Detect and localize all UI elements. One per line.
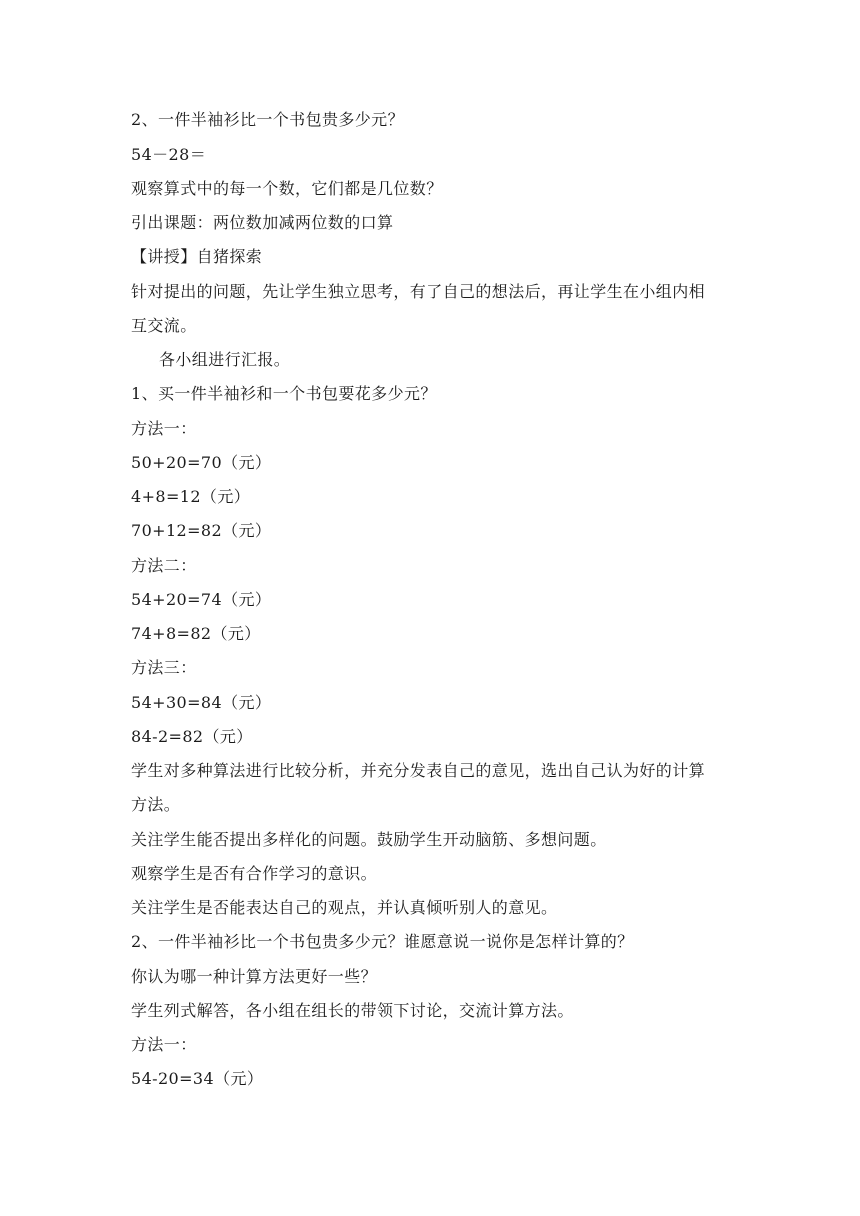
- question-2-detail: 2、一件半袖衫比一个书包贵多少元？谁愿意说一说你是怎样计算的？: [131, 932, 634, 951]
- paragraph-line: 互交流。: [131, 316, 197, 335]
- method-label: 方法一：: [131, 1035, 197, 1054]
- paragraph-line: 关注学生能否提出多样化的问题。鼓励学生开动脑筋、多想问题。: [131, 830, 607, 849]
- equation-line: 50+20=70（元）: [131, 453, 272, 472]
- equation-line: 84-2=82（元）: [131, 727, 253, 746]
- paragraph-line: 观察学生是否有合作学习的意识。: [131, 864, 378, 883]
- paragraph-line: 学生对多种算法进行比较分析，并充分发表自己的意见，选出自己认为好的计算: [131, 761, 706, 780]
- section-heading-teaching: 【讲授】自猪探索: [131, 247, 263, 266]
- method-label: 方法二：: [131, 556, 197, 575]
- question-1-heading: 1、买一件半袖衫和一个书包要花多少元？: [131, 384, 437, 403]
- equation-line: 54-20=34（元）: [131, 1069, 264, 1088]
- equation-line: 74+8=82（元）: [131, 624, 261, 643]
- paragraph-line: 各小组进行汇报。: [159, 350, 291, 369]
- method-label: 方法一：: [131, 419, 197, 438]
- equation-line: 54+20=74（元）: [131, 590, 272, 609]
- paragraph-line: 方法。: [131, 795, 181, 814]
- subtraction-expression: 54－28＝: [131, 145, 207, 164]
- equation-line: 70+12=82（元）: [131, 521, 272, 540]
- method-label: 方法三：: [131, 658, 197, 677]
- question-2-heading: 2、一件半袖衫比一个书包贵多少元？: [131, 110, 404, 129]
- equation-line: 4+8=12（元）: [131, 487, 251, 506]
- paragraph-line: 针对提出的问题，先让学生独立思考，有了自己的想法后，再让学生在小组内相: [131, 282, 706, 301]
- paragraph-line: 关注学生是否能表达自己的观点，并认真倾听别人的意见。: [131, 898, 558, 917]
- paragraph-line: 学生列式解答，各小组在组长的带领下讨论，交流计算方法。: [131, 1001, 574, 1020]
- lesson-topic: 引出课题：两位数加减两位数的口算: [131, 213, 394, 232]
- equation-line: 54+30=84（元）: [131, 693, 272, 712]
- paragraph-line: 你认为哪一种计算方法更好一些？: [131, 967, 378, 986]
- observe-prompt: 观察算式中的每一个数，它们都是几位数？: [131, 179, 443, 198]
